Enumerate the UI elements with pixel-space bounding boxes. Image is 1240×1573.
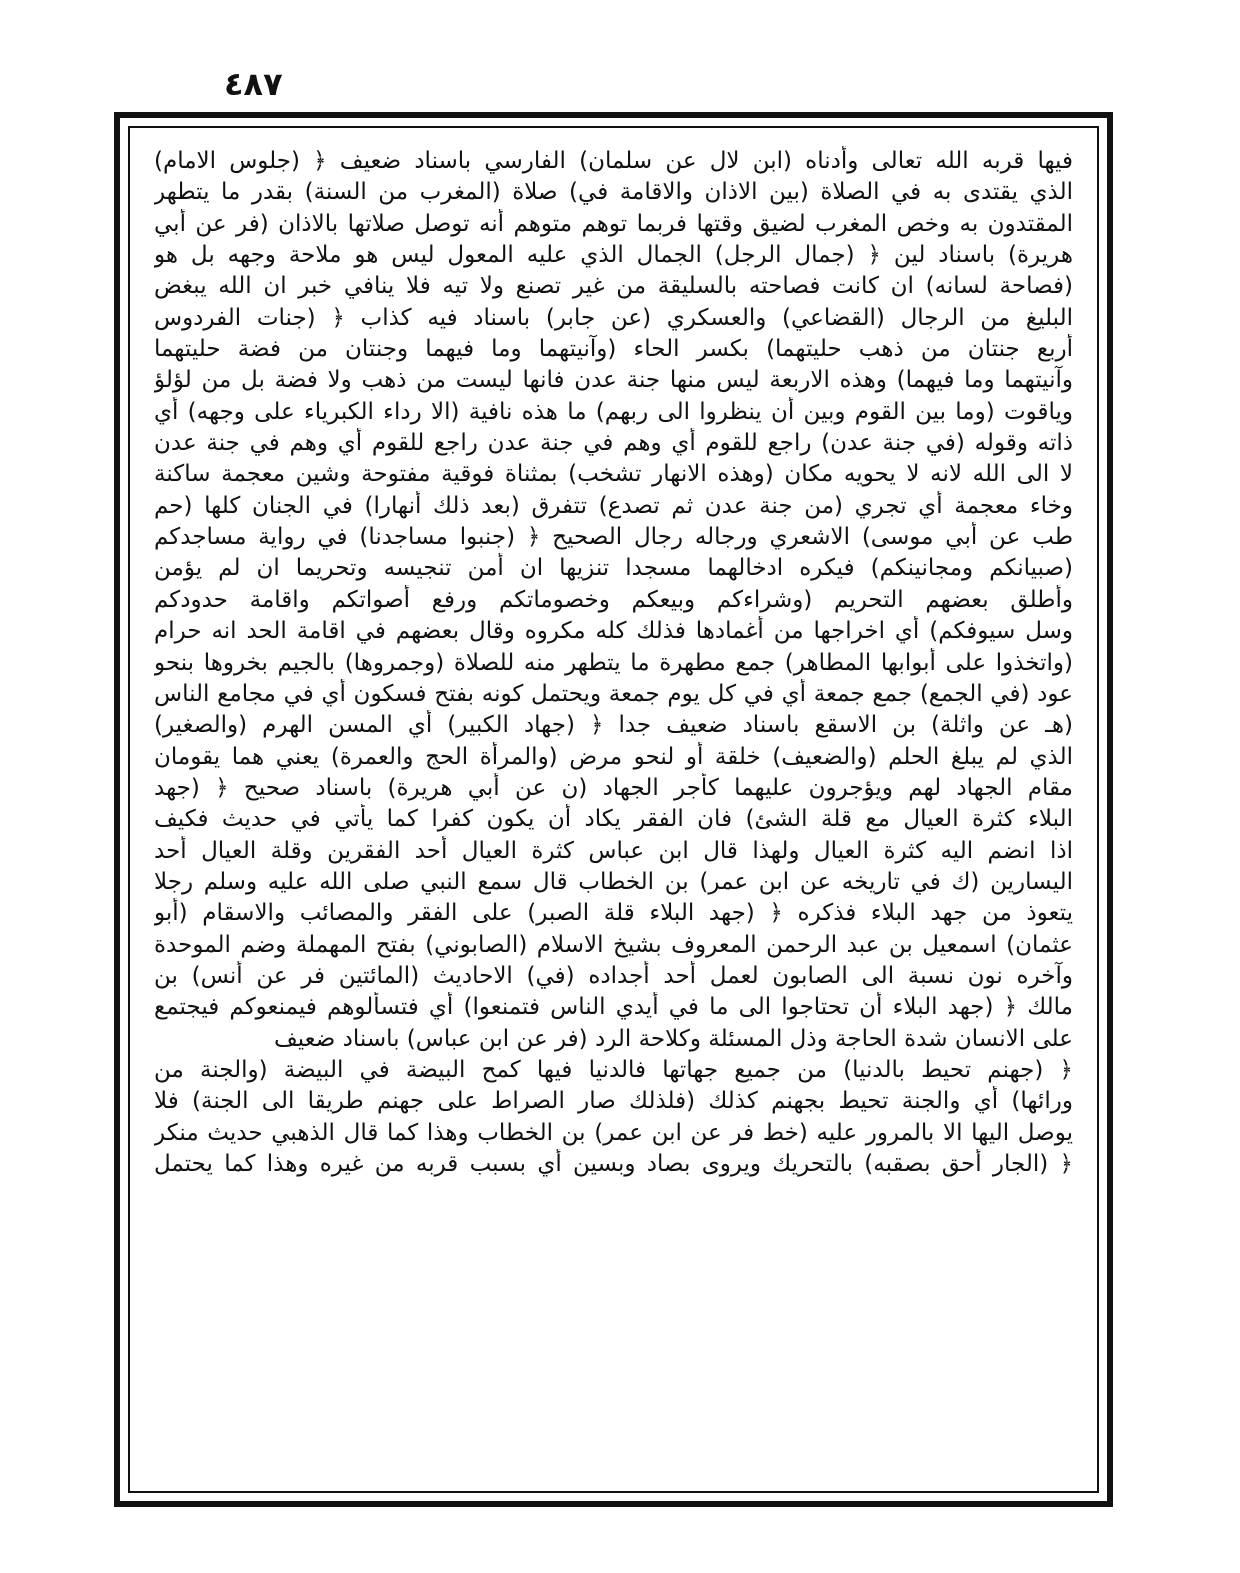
text-line: يوصل اليها الا بالمرور عليه (خط فر عن ابن عمر) بن الخطاب وهذا كما قال الذهبي حديث منكر <box>154 1119 1073 1146</box>
text-line: على الانسان شدة الحاجة وذل المسئلة وكلاحة الرد (فر عن ابن عباس) باسناد ضعيف <box>273 1025 1073 1052</box>
text-line: يتعوذ من جهد البلاء فذكره ﴿ (جهد البلاء قلة الصبر) على الفقر والمصائب والاسقام (أبو <box>154 900 1073 927</box>
text-line: مالك ﴿ (جهد البلاء أن تحتاجوا الى ما في أيدي الناس فتمنعوا) أي فتسألوهم فيمنعوكم فيجتمع <box>154 994 1073 1021</box>
text-line: (واتخذوا على أبوابها المطاهر) جمع مطهرة ما يتطهر منه للصلاة (وجمروها) بالجيم بخروها بنحو <box>154 649 1073 676</box>
text-line: مقام الجهاد لهم ويؤجرون عليهما كأجر الجهاد (ن عن أبي هريرة) باسناد صحيح ﴿ (جهد <box>154 774 1073 801</box>
text-line: الذي يقتدى به في الصلاة (بين الاذان والاقامة في) صلاة (المغرب من السنة) بقدر ما يتطهر <box>154 179 1073 206</box>
text-line: أربع جنتان من ذهب حليتهما) بكسر الحاء (وآنيتهما وما فيهما وجنتان من فضة حليتهما <box>154 336 1073 363</box>
text-block <box>154 146 1073 1477</box>
text-line: ﴿ (جهنم تحيط بالدنيا) من جميع جهاتها فالدنيا فيها كمح البيضة في البيضة (والجنة من <box>154 1056 1073 1083</box>
text-line: فيها قربه الله تعالى وأدناه (ابن لال عن سلمان) الفارسي باسناد ضعيف ﴿ (جلوس الامام) <box>154 148 1073 174</box>
text-line: وخاء معجمة أي تجري (من جنة عدن ثم تصدع) تتفرق (بعد ذلك أنهارا) في الجنان كلها (حم <box>154 492 1073 519</box>
text-line: اليسارين (ك في تاريخه عن ابن عمر) بن الخطاب قال سمع النبي صلى الله عليه وسلم رجلا <box>154 868 1073 895</box>
text-line: ذاته وقوله (في جنة عدن) راجع للقوم أي وهم في جنة عدن راجع للقوم أي وهم في جنة عدن <box>154 430 1073 457</box>
text-line: ﴿ (الجار أحق بصقبه) بالتحريك ويروى بصاد وبسين أي بسبب قربه من غيره وهذا كما يحتمل <box>154 1151 1073 1177</box>
text-line: (صبيانكم ومجانينكم) فيكره ادخالهما مسجدا تنزيها ان أمن تنجيسه وتحريما ان لم يؤمن <box>154 555 1073 582</box>
text-line: المقتدون به وخص المغرب لضيق وقتها فربما توهم متوهم أنه توصل صلاتها بالاذان (فر عن أبي <box>154 210 1073 237</box>
text-line: طب عن أبي موسى) الاشعري ورجاله رجال الصحيح ﴿ (جنبوا مساجدنا) في رواية مساجدكم <box>154 524 1073 551</box>
text-line: (هـ عن واثلة) بن الاسقع باسناد ضعيف جدا ﴿ (جهاد الكبير) أي المسن الهرم (والصغير) <box>154 712 1073 739</box>
text-line: وآخره نون نسبة الى الصابون لعمل أحد أجداده (في) الاحاديث (المائتين فر عن أنس) بن <box>154 962 1073 989</box>
text-line: ورائها) أي والجنة تحيط بجهنم كذلك (فلذلك صار الصراط على جهنم طريقا الى الجنة) فلا <box>154 1088 1073 1115</box>
text-line: لا الى الله لانه لا يحويه مكان (وهذه الانهار تشخب) بمثناة فوقية مفتوحة وشين معجمة ساكنة <box>154 461 1073 488</box>
text-line: وسل سيوفكم) أي اخراجها من أغمادها فذلك كله مكروه وقال بعضهم في اقامة الحد انه حرام <box>154 618 1073 645</box>
text-line: البلاء كثرة العيال مع قلة الشئ) فان الفقر يكاد أن يكون كفرا كما يأتي في حديث فكيف <box>154 806 1073 833</box>
page-frame-inner <box>128 126 1099 1493</box>
text-line: عود (في الجمع) جمع جمعة أي في كل يوم جمعة ويحتمل كونه بفتح فسكون أي في مجامع الناس <box>154 680 1073 707</box>
page-frame-outer <box>114 112 1113 1507</box>
text-line: عثمان) اسمعيل بن عبد الرحمن المعروف بشيخ الاسلام (الصابوني) بفتح المهملة وضم الموحدة <box>154 931 1073 958</box>
text-line: اذا انضم اليه كثرة العيال ولهذا قال ابن عباس كثرة العيال أحد الفقرين وقلة العيال أحد <box>154 837 1073 864</box>
page-number: ٤٨٧ <box>224 65 283 103</box>
text-line: البليغ من الرجال (القضاعي) والعسكري (عن جابر) باسناد فيه كذاب ﴿ (جنات الفردوس <box>154 304 1073 331</box>
text-line: وأطلق بعضهم التحريم (وشراءكم وبيعكم وخصوماتكم ورفع أصواتكم واقامة حدودكم <box>154 586 1073 613</box>
text-line: وآنيتهما وما فيهما) وهذه الاربعة ليس منها جنة عدن فانها ليست من ذهب ولا فضة بل من لؤلؤ <box>154 367 1073 394</box>
text-line: (فصاحة لسانه) ان كانت فصاحته بالسليقة من غير تصنع ولا تيه فلا ينافي خبر ان الله يبغض <box>154 273 1073 300</box>
text-line: هريرة) باسناد لين ﴿ (جمال الرجل) الجمال الذي عليه المعول ليس هو ملاحة وجهه بل هو <box>154 242 1073 269</box>
text-line: وياقوت (وما بين القوم وبين أن ينظروا الى ربهم) ما هذه نافية (الا رداء الكبرياء على وجهه) أي <box>154 398 1073 425</box>
text-line: الذي لم يبلغ الحلم (والضعيف) خلقة أو لنحو مرض (والمرأة الحج والعمرة) يعني هما يقومان <box>154 743 1073 770</box>
